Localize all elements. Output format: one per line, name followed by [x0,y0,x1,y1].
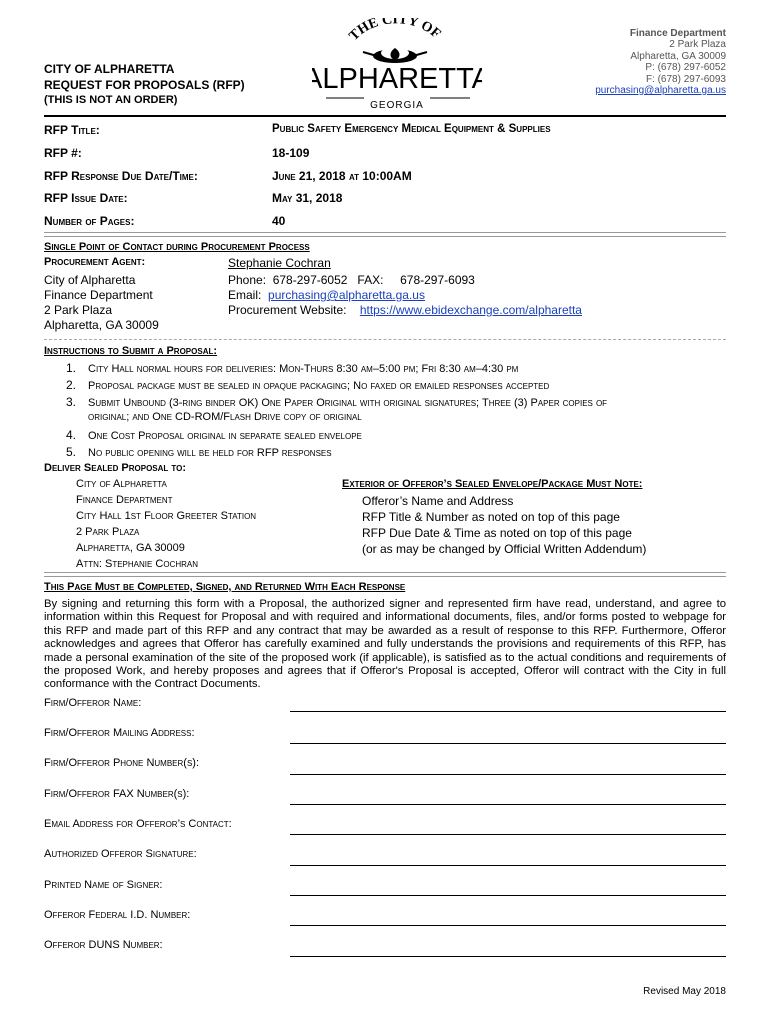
instruction-item-5: 5. No public opening will be held for RFP responses [66,445,332,459]
department-address1: 2 Park Plaza [669,39,726,51]
rfp-pages-label: Number of Pages: [44,214,135,228]
deliver-line-6: Attn: Stephanie Cochran [76,558,199,570]
revised-date: Revised May 2018 [643,986,726,997]
contact-email-label: Email: [228,288,269,302]
svg-text:THE CITY OF [347,18,444,44]
signature-paragraph: By signing and returning this form with a Proposal, the authorized signer and represented firm have read, understand, and agree to information within this Request for Proposal and with required and informational documents, files, and/or forms posted to webpage for this RFP and made part of this RFP and any contract that may be awarded as a result of response to this RFP. Furthermore, Offeror acknowledges and agrees that Offeror has carefully examined and fully understands the provisions and requirements of this RFP, has made a personal examination of the site of the proposed work (if applicable), is satisfied as to the actual conditions and requirements of the proposed Work, and hereby proposes and agrees that if Offeror's Proposal is accepted, Offeror will contract with the City in full conformance with the Contract Documents. [44,598,726,691]
instructions-heading: Instructions to Submit a Proposal: [44,345,218,357]
field-label-duns: Offeror DUNS Number: [44,939,163,951]
deliver-heading: Deliver Sealed Proposal to: [44,462,186,474]
instruction-text-4: One Cost Proposal original in separate sealed envelope [88,430,362,442]
field-line-mailing-address[interactable] [290,743,726,744]
field-line-phone[interactable] [290,774,726,775]
deliver-rule [44,572,726,577]
contact-website-label: Procurement Website: [228,303,360,317]
field-line-duns[interactable] [290,956,726,957]
department-address2: Alpharetta, GA 30009 [630,50,726,62]
department-phone: P: (678) 297-6052 [645,62,726,74]
field-label-signature: Authorized Offeror Signature: [44,848,197,860]
field-line-fax[interactable] [290,804,726,805]
contact-agent-label: Procurement Agent: [44,256,146,268]
contact-email-link[interactable]: purchasing@alpharetta.ga.us [268,288,425,302]
logo-state-text: GEORGIA [370,100,424,111]
exterior-line-1: Offeror’s Name and Address [362,494,514,508]
exterior-line-4: (or as may be changed by Official Written Addendum) [362,542,647,556]
instruction-item-2: 2. Proposal package must be sealed in opaque packaging; No faxed or emailed responses accepted [66,378,550,392]
instruction-text-1: City Hall normal hours for deliveries: Mon-Thurs 8:30 am–5:00 pm; Fri 8:30 am–4:30 pm [88,363,519,375]
city-logo-graphic [312,18,482,114]
rfp-title-label: RFP Title: [44,123,100,137]
logo-name-text: ALPHARETTA [312,63,482,95]
rfp-table-rule [44,232,726,237]
contact-email-row [228,288,425,302]
field-line-email[interactable] [290,834,726,835]
field-line-printed-name[interactable] [290,895,726,896]
contact-heading: Single Point of Contact during Procurement Process [44,241,310,253]
field-label-fax: Firm/Offeror FAX Number(s): [44,788,190,800]
rfp-number-value: 18-109 [272,146,310,160]
rfp-number-label: RFP #: [44,146,82,160]
contact-website-row [228,303,582,317]
field-line-firm-name[interactable] [290,711,726,712]
exterior-heading: Exterior of Offeror’s Sealed Envelope/Package Must Note: [342,478,643,490]
department-email-link[interactable]: purchasing@alpharetta.ga.us [595,85,726,97]
city-logo [312,18,482,114]
exterior-line-2: RFP Title & Number as noted on top of this page [362,510,620,524]
rfp-title-value: Public Safety Emergency Medical Equipment & Supplies [272,123,551,135]
contact-divider [44,339,726,340]
rfp-due-label: RFP Response Due Date/Time: [44,169,198,183]
instruction-item-3: 3. Submit Unbound (3-ring binder OK) One Paper Original with original signatures; Three (3) Paper copies of [66,395,608,409]
contact-addr2: Finance Department [44,288,153,302]
header-rule [44,115,726,117]
field-line-federal-id[interactable] [290,925,726,926]
field-label-federal-id: Offeror Federal I.D. Number: [44,909,191,921]
department-contact-block [595,28,726,96]
rfp-issue-label: RFP Issue Date: [44,191,128,205]
field-label-email: Email Address for Offeror’s Contact: [44,818,232,830]
rfp-pages-value: 40 [272,214,286,228]
magnolia-ornament-icon [363,47,427,63]
logo-top-text: THE CITY OF [346,18,444,45]
field-line-signature[interactable] [290,865,726,866]
deliver-line-3: City Hall 1st Floor Greeter Station [76,510,257,522]
instruction-item-3-cont: original; and One CD-ROM/Flash Drive copy of original [88,411,362,423]
field-label-firm-name: Firm/Offeror Name: [44,697,142,709]
department-fax: F: (678) 297-6093 [645,73,726,85]
department-title: Finance Department [629,28,726,39]
contact-addr3: 2 Park Plaza [44,303,113,317]
contact-addr1: City of Alpharetta [44,273,136,287]
contact-phone-fax: Phone: 678-297-6052 FAX: 678-297-6093 [228,273,475,287]
instruction-text-5: No public opening will be held for RFP responses [88,447,332,459]
header-line1: CITY OF ALPHARETTA [44,62,175,76]
deliver-line-1: City of Alpharetta [76,478,167,490]
header-line2: REQUEST FOR PROPOSALS (RFP) [44,78,245,92]
exterior-line-3: RFP Due Date & Time as noted on top of this page [362,526,632,540]
instruction-item-4: 4. One Cost Proposal original in separate sealed envelope [66,428,362,442]
field-label-mailing-address: Firm/Offeror Mailing Address: [44,727,195,739]
instruction-item-1: 1. City Hall normal hours for deliveries: Mon-Thurs 8:30 am–5:00 pm; Fri 8:30 am–4:30 pm [66,361,519,375]
rfp-due-value: June 21, 2018 at 10:00AM [272,169,412,183]
deliver-line-5: Alpharetta, GA 30009 [76,542,185,554]
deliver-line-4: 2 Park Plaza [76,526,140,538]
instruction-text-3: Submit Unbound (3-ring binder OK) One Paper Original with original signatures; Three (3) Paper copies of [88,397,608,409]
contact-website-link[interactable]: https://www.ebidexchange.com/alpharetta [359,303,582,317]
field-label-printed-name: Printed Name of Signer: [44,879,163,891]
deliver-line-2: Finance Department [76,494,173,506]
rfp-issue-value: May 31, 2018 [272,191,343,205]
instruction-text-2: Proposal package must be sealed in opaque packaging; No faxed or emailed responses accepted [88,380,550,392]
header-line3: (THIS IS NOT AN ORDER) [44,94,178,106]
contact-addr4: Alpharetta, GA 30009 [44,318,159,332]
contact-agent-name: Stephanie Cochran [228,256,331,270]
field-label-phone: Firm/Offeror Phone Number(s): [44,757,199,769]
signature-heading: This Page Must be Completed, Signed, and Returned With Each Response [44,581,406,593]
